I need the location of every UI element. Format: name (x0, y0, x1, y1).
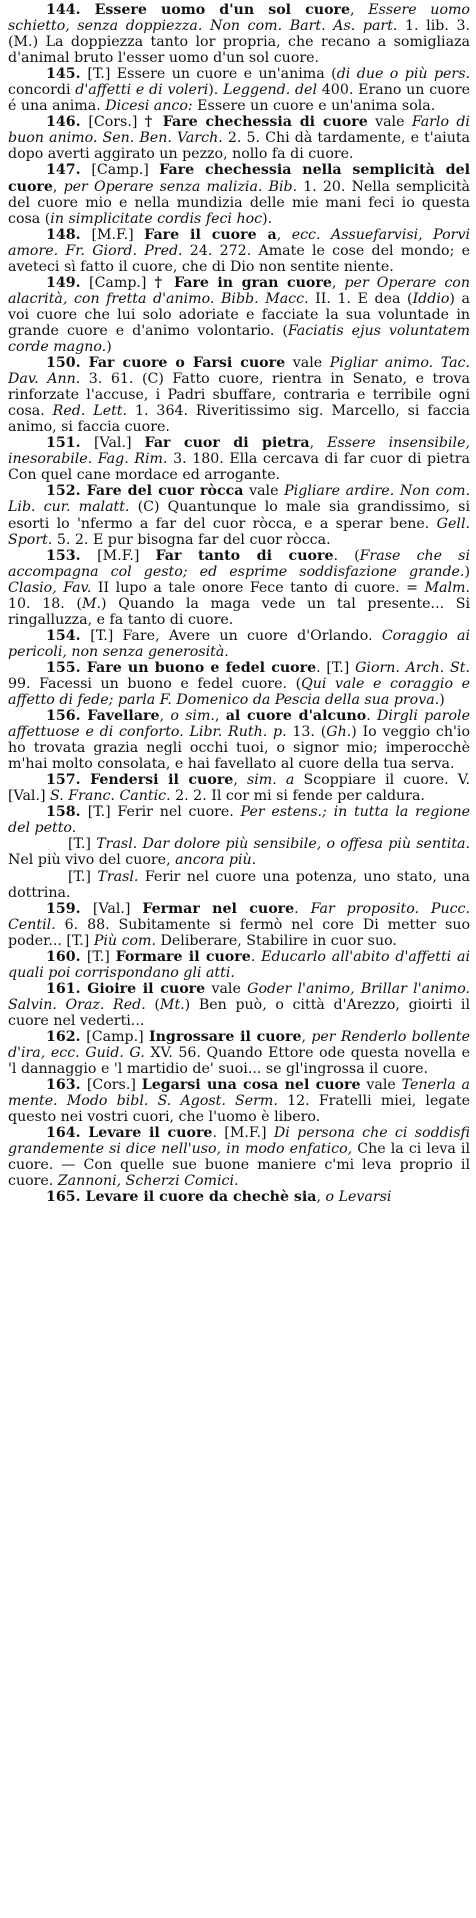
entry-text: Nel più vivo del cuore, (8, 852, 176, 869)
dictionary-entry (8, 548, 470, 628)
entry-number: 163. (46, 1077, 87, 1094)
entry-text: [T.] (68, 836, 97, 853)
entry-text: Essere un cuore e un'anima sola. (192, 98, 436, 115)
entry-number: 152. (46, 483, 87, 500)
dictionary-entry (8, 355, 470, 435)
entry-text: . ( (333, 547, 360, 564)
entry-text: 1. 364. Riveritissimo sig. Marcello, si faccia animo, si faccia cuore. (8, 403, 470, 436)
entry-text: Deliberare, Stabilire in cuor suo. (156, 932, 397, 949)
entry-text: 3. 61. (C) Fatto cuore, rientra in Senato, e trova rinforzate l'accuse, i Padri sbuffare, contraria e terribile ogni cosa. (8, 371, 471, 420)
entry-text: [Cors.] (88, 114, 145, 131)
entry-number: 153. (46, 547, 98, 564)
entry-number: 155. (46, 659, 87, 676)
entry-number: 157. (46, 772, 91, 789)
entry-text: 1. lib. 3. (M.) La doppiezza tanto lor propria, che recano a somigliaza d'animal bruto l'esser uomo d'un sol cuore. (8, 18, 470, 67)
dictionary-entry (8, 1125, 470, 1189)
entry-italic-text: Zannoni, Scherzi Comici. (57, 1173, 239, 1190)
entry-text: ) Io veggio ch'io ho trovata grazia negli occhi tuoi, o signor mio; imperocchè m'hai molto consolata, e hai favellato al cuore della tua serva. (8, 724, 470, 773)
entry-italic-text: Leggend. del (223, 82, 317, 99)
entry-text: 13. ( (286, 724, 327, 741)
entry-text: 99. Facessi un buono e fedel cuore. ( (8, 675, 302, 692)
entry-text: [T.] Ferir nel cuore. (87, 804, 241, 821)
entry-headword: † Fare in gran cuore (154, 274, 332, 291)
entry-text: [T.] (68, 868, 98, 885)
entry-italic-text: Educarlo all'abito d'affetti ai quali poi corrispondano gli atti. (8, 948, 471, 981)
entry-headword: Essere uomo d'un sol cuore (94, 2, 351, 18)
dictionary-entry (8, 804, 470, 836)
entry-text: 6. 88. Subitamente si fermò nel core Di metter suo poder... [T.] (8, 916, 470, 949)
entry-italic-text: S. Franc. Cantic. (50, 788, 171, 805)
entry-headword: Fare del cuor ròcca (86, 483, 244, 500)
entry-headword: Levare il cuore da chechè sia (85, 1189, 317, 1206)
entry-italic-text: di due o più pers. (336, 66, 470, 83)
dictionary-entry (8, 275, 470, 355)
entry-italic-text: per Renderlo bollente d'ira, ecc. Guid. G. (8, 1029, 470, 1062)
entry-headword: Formare il cuore (115, 948, 251, 965)
entry-italic-text: Mt. (159, 996, 185, 1013)
entry-text: [T.] Essere un cuore e un'anima ( (87, 66, 337, 83)
entry-number: 145. (46, 66, 88, 83)
entry-text: 2. 2. Il cor mi si fende per caldura. (170, 788, 425, 805)
entry-italic-text: Iddio (412, 290, 450, 307)
entry-number: 165. (46, 1189, 86, 1206)
entry-italic-text: Dirgli parole affettuose e di conforto. Libr. Ruth. p. (8, 708, 470, 741)
entry-text: concordi (8, 82, 76, 99)
dictionary-entry (8, 901, 470, 949)
entry-text: [Val.] (94, 435, 145, 452)
entry-text: , (316, 1189, 326, 1206)
entry-italic-text: o sim. (170, 708, 215, 725)
entry-number: 161. (46, 980, 88, 997)
entry-text: vale (285, 355, 330, 372)
entry-number: 150. (46, 355, 89, 372)
entry-headword: Fare il cuore a (144, 226, 277, 243)
entry-text: , (233, 772, 247, 789)
dictionary-entry (8, 1077, 470, 1125)
entry-italic-text: Per estens.; in tutta la regione del petto. (8, 804, 470, 837)
entry-italic-text: Frase che si accompagna col gesto; ed esprime soddisfazione grande. (8, 547, 470, 580)
entry-italic-text: Farlo di buon animo. Sen. Ben. Varch. (8, 114, 470, 147)
dictionary-entry (8, 981, 470, 1029)
entry-number: 162. (46, 1029, 87, 1045)
entry-headword: Legarsi una cosa nel cuore (141, 1077, 361, 1094)
entry-headword: Fermar nel cuore (142, 900, 295, 917)
entry-number: 147. (46, 162, 92, 179)
entry-text: ( (145, 996, 160, 1013)
dictionary-entry (8, 2, 470, 66)
entry-text: [Camp.] (89, 274, 155, 291)
entry-italic-text: Far proposito. Pucc. Centil. (8, 900, 470, 933)
entry-headword: Far cuor di pietra (144, 435, 310, 452)
entry-text: II lupo a tale onore Fece tanto di cuore. = (91, 579, 425, 596)
entry-italic-text: Clasio, Fav. (8, 579, 92, 596)
entry-number: 159. (46, 900, 93, 917)
entry-italic-text: Dicesi anco: (105, 98, 193, 115)
entry-headword: Gioire il cuore (87, 980, 206, 997)
entry-text: . [T.] (316, 659, 356, 676)
entry-italic-text: d'affetti e di voleri (75, 82, 209, 99)
entry-number: 164. (46, 1125, 89, 1142)
entry-text: , (52, 178, 64, 195)
entry-italic-text: Coraggio ai pericoli, non senza generosità. (8, 627, 471, 660)
entry-headword: Fare un buono e fedel cuore (86, 659, 317, 676)
entry-text: [Camp.] (86, 1029, 149, 1045)
entry-text: [M.F.] (91, 226, 145, 243)
entry-italic-text: Giorn. Arch. St. (355, 659, 470, 676)
entry-italic-text: Pigliare ardire. Non com. Lib. cur. malatt. (8, 483, 471, 516)
entry-italic-text: per Operare con alacrità, con fretta d'animo. Bibb. Macc. (8, 274, 470, 307)
entry-text: vale (243, 483, 285, 500)
dictionary-entry (8, 869, 470, 901)
entry-text: II. 1. E dea ( (308, 290, 413, 307)
entry-text: , (309, 435, 328, 452)
entry-headword: Levare il cuore (88, 1125, 213, 1142)
entry-italic-text: Di persona che ci soddisfi grandemente si dice nell'uso, in modo enfatico, (8, 1125, 471, 1158)
entry-text: Ferir nel cuore una potenza, uno stato, una dottrina. (8, 868, 471, 901)
entry-number: 148. (46, 226, 92, 243)
entry-italic-text: in simplicitate cordis feci hoc (50, 210, 263, 227)
entry-text: 1. 20. Nella semplicità del cuore mio e nella mundizia delle mie mani feci io questa cosa ( (8, 178, 470, 227)
entry-italic-text: Trasl. Dar dolore più sensibile, o offesa più sentita. (96, 836, 470, 853)
entry-italic-text: M. (81, 595, 102, 612)
entry-italic-text: Più com. (93, 932, 157, 949)
entry-text: ) (439, 692, 445, 709)
dictionary-entry (8, 660, 470, 708)
entry-italic-text: Malm. (424, 579, 470, 596)
entry-italic-text: Essere insensibile, inesorabile. Fag. Rim. (8, 435, 470, 468)
entry-text: [M.F.] (97, 547, 156, 564)
entry-text: . (294, 900, 311, 917)
entry-italic-text: sim. a (246, 772, 295, 789)
entry-text: 24. 272. Amate le cose del mondo; e aveteci sì fatto il cuore, che di Dio non sentite niente. (8, 242, 470, 275)
entry-text: , (350, 2, 369, 18)
entry-number: 144. (46, 2, 95, 18)
entry-text: ) (106, 338, 112, 355)
entry-text: 5. 2. E pur bisogna far del cuor ròcca. (52, 531, 331, 548)
entry-text: 3. 180. Ella cercava di far cuor di pietra Con quel cane mordace ed arrogante. (8, 451, 470, 484)
entry-text: vale (205, 980, 248, 997)
entry-text: ). (262, 210, 273, 227)
entry-text: , (301, 1029, 312, 1045)
entry-text: 12. Fratelli miei, legate questo nei vostri cuori, che l'uomo è libero. (8, 1093, 471, 1126)
entry-text: XV. 56. Quando Ettore ode questa novella e 'l dannaggio e 'l martidio de' suoi... se gl'ingrossa il cuore. (8, 1045, 470, 1078)
entry-italic-text: Pigliar animo. Tac. Dav. Ann. (8, 355, 470, 388)
dictionary-entry (8, 949, 470, 981)
entry-italic-text: ecc. Assuefarvisi, Porvi amore. Fr. Giord. Pred. (8, 226, 470, 259)
entry-number: 151. (46, 435, 94, 452)
entry-italic-text: per Operare senza malizia. Bib. (63, 178, 298, 195)
entry-text: vale (367, 114, 412, 131)
entry-italic-text: Qui vale e coraggio e affetto di fede; parla F. Domenico da Pescia della sua prova. (8, 675, 470, 709)
entry-text: , (159, 708, 171, 725)
entry-number: 156. (46, 708, 88, 725)
entry-text: [T.] (86, 948, 116, 965)
entry-number: 160. (46, 948, 87, 965)
dictionary-entry (8, 628, 470, 660)
entry-italic-text: Faciatis ejus voluntatem corde magno. (8, 322, 470, 355)
entry-text: , (276, 226, 292, 243)
entry-text: . [M.F.] (212, 1125, 274, 1142)
dictionary-entry (8, 1189, 470, 1205)
dictionary-entry (8, 708, 470, 772)
entry-text: 2. 5. Chi dà tardamente, e t'aiuta dopo averti aggirato un pezzo, nollo fa di cuore. (8, 130, 470, 163)
entry-text: Scoppiare il cuore. V. [Val.] (8, 772, 471, 805)
entry-number: 146. (46, 114, 89, 131)
entry-headword: Ingrossare il cuore (148, 1029, 302, 1045)
entry-headword: Far cuore o Farsi cuore (88, 355, 286, 372)
entry-italic-text: Gell. Sport. (8, 515, 470, 548)
dictionary-entry (8, 772, 470, 804)
entry-text: . (250, 948, 262, 965)
dictionary-entry (8, 227, 470, 275)
entry-text: 10. 18. ( (8, 595, 82, 612)
entry-text: [Val.] (92, 900, 143, 917)
entry-text: , (214, 708, 226, 725)
dictionary-entry (8, 435, 470, 483)
entry-headword: Fendersi il cuore (90, 772, 234, 789)
entry-text: ) (464, 563, 470, 580)
entry-text: Che la ci leva il cuore. — Con quelle sue buone maniere c'mi leva proprio il cuore. (8, 1141, 470, 1190)
entry-italic-text: Red. Lett. (52, 403, 128, 420)
dictionary-entry (8, 483, 470, 547)
entry-italic-text: Tenerla a mente. Modo bibl. S. Agost. Serm. (8, 1077, 470, 1110)
entry-number: 158. (46, 804, 88, 821)
dictionary-entry (8, 66, 470, 114)
entry-text: ) Ben può, o città d'Arezzo, gioirti il cuore nel vederti... (8, 996, 471, 1029)
entry-number: 154. (46, 627, 91, 644)
entry-text: [T.] Fare, Avere un cuore d'Orlando. (90, 627, 382, 644)
dictionary-entry (8, 114, 470, 162)
entry-text: (C) Quantunque lo male sia grandissimo, si esorti lo 'nfermo a far del cuor ròcca, e a sperar bene. (8, 499, 470, 532)
entry-italic-text: Goder l'animo, Brillar l'animo. Salvin. Oraz. Red. (8, 980, 470, 1013)
entry-text: ) Quando la maga vede un tal presente... Si ringalluzza, e fa tanto di cuore. (8, 595, 470, 628)
entry-headword: Far tanto di cuore (155, 547, 334, 564)
entry-headword: † Fare chechessia di cuore (144, 114, 368, 131)
entry-headword: Favellare (87, 708, 160, 725)
entry-text: [Cors.] (86, 1077, 142, 1094)
entry-text: ) a voi cuore che lui solo adoriate e facciate la sua voluntade in grande cuore e d'animo volontario. ( (8, 290, 470, 339)
entry-italic-text: o Levarsi (325, 1189, 392, 1206)
entry-headword: al cuore d'alcuno (225, 708, 367, 725)
dictionary-entry (8, 836, 470, 868)
entry-italic-text: Trasl. (97, 868, 139, 885)
entry-italic-text: Gh. (326, 724, 352, 741)
entry-headword: Fare chechessia nella semplicità del cuore (8, 162, 470, 195)
entry-text: 400. Erano un cuore é una anima. (8, 82, 471, 115)
entry-text: , (331, 274, 345, 291)
entry-text: . (366, 708, 378, 725)
entry-text: vale (360, 1077, 402, 1094)
entry-italic-text: ancora più. (175, 852, 257, 869)
dictionary-entry (8, 1029, 470, 1077)
entry-italic-text: Essere uomo schietto, senza doppiezza. Non com. Bart. As. part. (8, 2, 470, 35)
entry-text: [Camp.] (91, 162, 160, 179)
dictionary-entry (8, 162, 470, 226)
entry-number: 149. (46, 274, 90, 291)
entry-text: ). (208, 82, 224, 99)
